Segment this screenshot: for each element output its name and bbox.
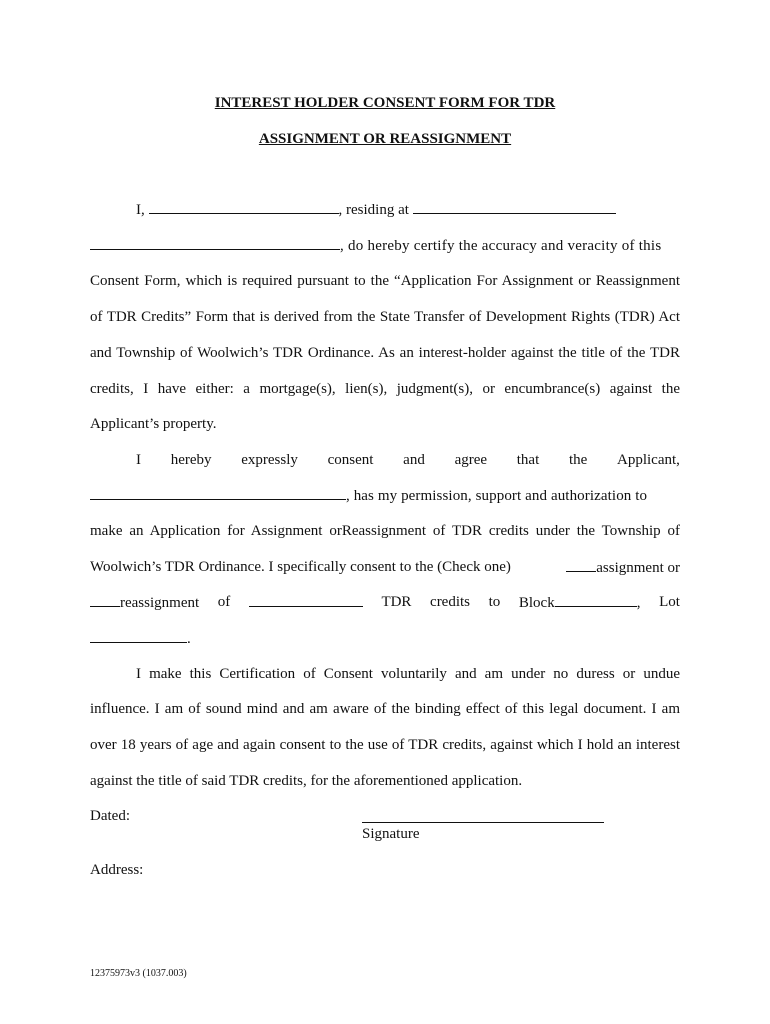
p2-word: and: [403, 452, 425, 468]
p1-text-residing: , residing at: [338, 202, 409, 218]
p1-line-1: [136, 201, 616, 219]
form-title-line-2: ASSIGNMENT OR REASSIGNMENT: [258, 131, 512, 147]
p1-line-6: credits, I have either: a mortgage(s), lien(s), judgment(s), or encumbrance(s) against the: [90, 381, 680, 397]
block-blank[interactable]: [555, 594, 637, 607]
name-blank[interactable]: [149, 201, 339, 214]
p1-line-7: Applicant’s property.: [90, 416, 217, 432]
p2-word: expressly: [241, 452, 298, 468]
p1-text-i: I,: [136, 202, 145, 218]
p2-line-1: [136, 452, 680, 469]
p3-line-2: influence. I am of sound mind and am aware of the binding effect of this legal document. I am: [90, 701, 680, 717]
p3-line-3: over 18 years of age and again consent to the use of TDR credits, against which I hold an interest: [90, 737, 680, 753]
residence-blank-2[interactable]: [90, 237, 340, 250]
p2-word: that: [516, 452, 540, 468]
applicant-blank[interactable]: [90, 487, 346, 500]
p2-text-of: of: [217, 594, 231, 610]
p2-text-tdr: TDR: [381, 594, 412, 610]
p1-line-5: and Township of Woolwich’s TDR Ordinance. As an interest-holder against the title of the TDR: [90, 345, 680, 361]
credits-quantity-blank[interactable]: [249, 594, 363, 607]
p1-line-3: Consent Form, which is required pursuant to the “Application For Assignment or Reassignment: [90, 273, 680, 289]
p2-word: hereby: [170, 452, 212, 468]
p2-text-to: to: [488, 594, 501, 610]
p2-text-block: Block: [518, 595, 555, 611]
footer-document-code: 12375973v3 (1037.003): [90, 968, 187, 979]
reassignment-check-blank[interactable]: [90, 594, 120, 607]
assignment-check-blank[interactable]: [566, 559, 596, 572]
p3-line-4: against the title of said TDR credits, for the aforementioned application.: [90, 773, 523, 789]
residence-blank[interactable]: [413, 201, 616, 214]
p2-line-3: make an Application for Assignment orReassignment of TDR credits under the Township of: [90, 523, 680, 539]
p2-text-comma: ,: [636, 595, 641, 611]
signature-label: Signature: [362, 826, 420, 842]
p1-line-4: of TDR Credits” Form that is derived from the State Transfer of Development Rights (TDR) Act: [90, 309, 680, 325]
lot-blank[interactable]: [90, 630, 187, 643]
p2-line-6: [90, 630, 191, 648]
p2-text-reassignment: reassignment: [120, 595, 200, 611]
p2-word: the: [568, 452, 588, 468]
p3-line-1: I make this Certification of Consent voluntarily and am under no duress or undue: [136, 666, 680, 682]
p2-line-4: [90, 559, 680, 577]
p2-word: Applicant,: [617, 452, 680, 468]
dated-label: Dated:: [90, 808, 130, 824]
p1-text-certify: , do hereby certify the accuracy and veracity of this: [340, 238, 662, 254]
p1-line-2: [90, 237, 661, 255]
p2-text-assignment: assignment or: [596, 560, 680, 576]
p2-text-credits: credits: [430, 594, 471, 610]
signature-line[interactable]: [362, 822, 604, 823]
p2-text-period: .: [187, 631, 191, 647]
p2-line-2: [90, 487, 647, 505]
p2-word: consent: [327, 452, 374, 468]
p2-word: agree: [454, 452, 488, 468]
p2-text-check-one: Woolwich’s TDR Ordinance. I specifically consent to the (Check one): [90, 559, 511, 575]
p2-text-lot: Lot: [659, 594, 680, 610]
p2-text-permission: , has my permission, support and authorization to: [346, 488, 648, 504]
form-title-line-1: INTEREST HOLDER CONSENT FORM FOR TDR: [214, 95, 556, 111]
p2-word: I: [136, 452, 141, 468]
address-label: Address:: [90, 862, 144, 878]
p2-line-5: [90, 594, 680, 612]
